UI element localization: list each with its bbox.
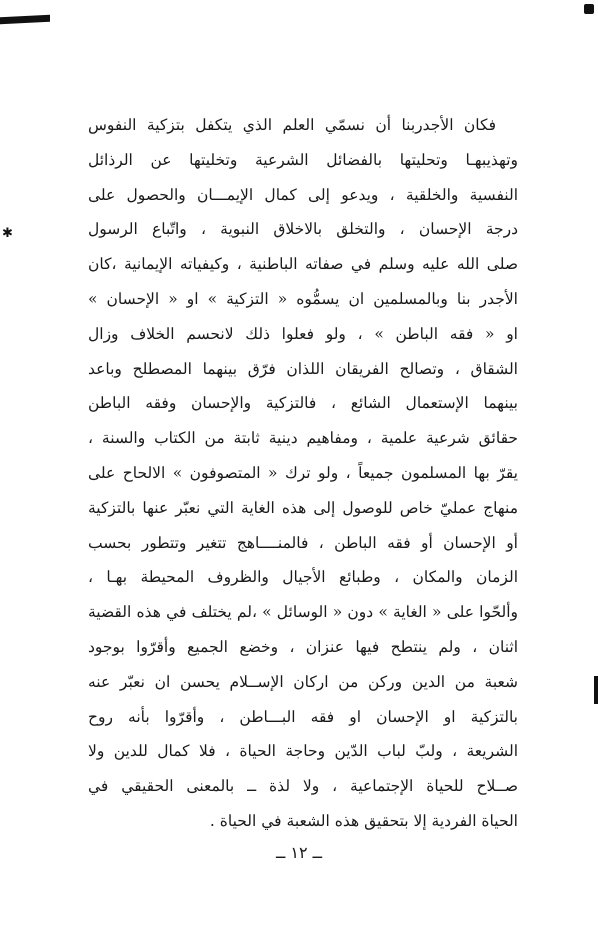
text-line: بينهما الإستعمال الشائع ، فالتزكية والإحسان وفقه الباطن — [88, 394, 518, 413]
scan-artifact-top-right — [584, 4, 594, 14]
text-line: يقرّ بها المسلمون جميعاً ، ولو ترك « المتصوفون » الالحاح على — [88, 463, 518, 482]
body-text — [88, 108, 518, 839]
text-line: أو الإحسان أو فقه الباطن ، فالمنــــاهج تتغير وتتطور بحسب — [88, 533, 518, 552]
text-line: الأجدر بنا وبالمسلمين ان يسمُّوه « التزكية » او « الإحسان » — [88, 289, 518, 308]
text-line: وتهذيبهـا وتحليتها بالفضائل الشرعية وتخليتها عن الرذائل — [88, 150, 518, 169]
text-line: الشقاق ، وتصالح الفريقان اللذان فرّق بينهما المصطلح وباعد — [88, 359, 518, 378]
text-line: فكان الأجدربنا أن نسمّي العلم الذي يتكفل بتزكية النفوس — [88, 116, 496, 134]
text-line: صلى الله عليه وسلم في صفاته الباطنية ، وكيفياته الإيمانية ،كان — [88, 255, 518, 274]
scan-artifact-top-left — [0, 15, 50, 25]
scan-artifact-right-edge — [594, 676, 598, 704]
text-line: النفسية والخلقية ، ويدعو إلى كمال الإيمـــان والحصول على — [88, 185, 518, 204]
text-line: الحياة الفردية إلا بتحقيق هذه الشعبة في الحياة . — [209, 811, 518, 830]
text-line: اثنان ، ولم ينتطح فيها عنزان ، وخضع الجميع وأقرّوا بوجود — [88, 637, 518, 656]
text-line: منهاج عمليّ خاص للوصول إلى هذه الغاية التي نعبّر عنها بالتزكية — [88, 498, 518, 517]
text-line: شعبة من الدين وركن من اركان الإســلام يحسن ان نعبّر عنه — [88, 672, 518, 691]
text-line: الشريعة ، ولبّ لباب الدّين وحاجة الحياة ، فلا كمال للدين ولا — [88, 742, 518, 761]
text-line: صــلاح للحياة الإجتماعية ، ولا لذة ــ بالمعنى الحقيقي في — [88, 777, 518, 796]
text-line: او « فقه الباطن » ، ولو فعلوا ذلك لانحسم الخلاف وزال — [88, 324, 518, 343]
page-number: ــ ١٢ ــ — [275, 843, 323, 862]
text-line: بالتزكية او الإحسان او فقه البـــاطن ، وأقرّوا بأنه روح — [88, 707, 518, 726]
text-line: حقائق شرعية علمية ، ومفاهيم دينية ثابتة من الكتاب والسنة ، — [88, 429, 518, 448]
text-line: الزمان والمكان ، وطبائع الأجيال والظروف المحيطة بهـا ، — [88, 568, 518, 587]
scan-artifact-left-edge: ✱ — [2, 226, 13, 241]
text-line: وألحّوا على « الغاية » دون « الوسائل » ،لم يختلف في هذه القضية — [88, 603, 518, 622]
text-line: درجة الإحسان ، والتخلق بالاخلاق النبوية ، واتّباع الرسول — [88, 220, 518, 239]
